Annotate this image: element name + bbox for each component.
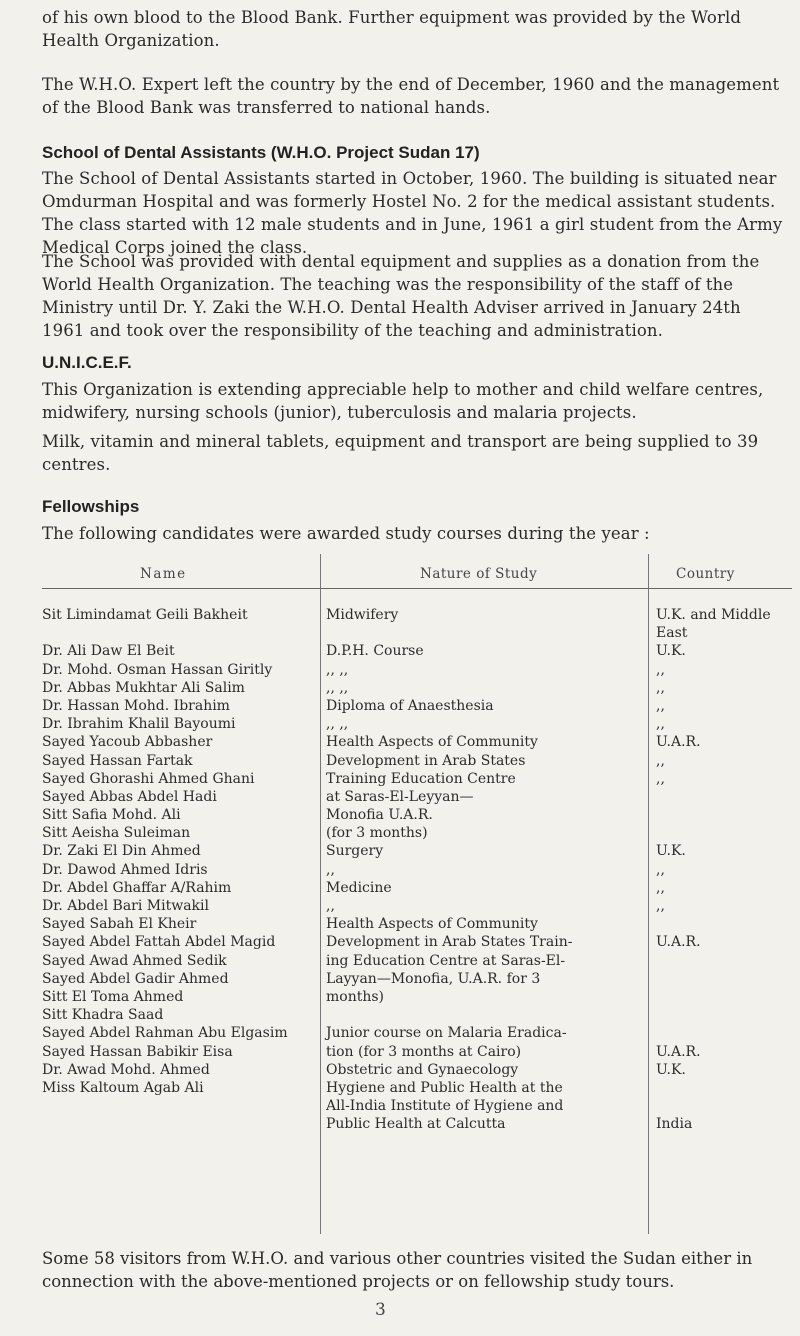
study-row: Layyan—Monofia, U.A.R. for 3 <box>326 970 541 987</box>
name-row: Dr. Hassan Mohd. Ibrahim <box>42 697 230 714</box>
country-row <box>656 824 786 842</box>
name-row: Dr. Mohd. Osman Hassan Giritly <box>42 661 273 678</box>
country-row <box>656 988 786 1006</box>
study-row: Diploma of Anaesthesia <box>326 697 494 714</box>
study-row: Development in Arab States Train- <box>326 934 573 951</box>
column-header-name: Name <box>140 566 187 582</box>
school-paragraph-2: The School was provided with dental equipment and supplies as a donation from the World Health Organization. The teaching was the responsibility of the staff of the Ministry until Dr. Y. Zaki the W.H.O. Dental Health Adviser arrived in January 24th 1961 and took over the responsibility of the teaching and administration. <box>42 252 760 340</box>
name-row: Dr. Abbas Mukhtar Ali Salim <box>42 679 245 696</box>
country-row: ,, <box>656 679 665 696</box>
country-row: U.A.R. <box>656 934 701 951</box>
name-row: Dr. Zaki El Din Ahmed <box>42 843 201 860</box>
study-row: ,, <box>326 861 335 878</box>
country-row: U.K. <box>656 843 686 860</box>
study-row: ,, ,, <box>326 661 349 678</box>
name-row: Sit Limindamat Geili Bakheit <box>42 607 248 623</box>
study-row: D.P.H. Course <box>326 643 424 660</box>
study-row: at Saras-El-Leyyan— <box>326 788 474 805</box>
country-row <box>656 1079 786 1097</box>
country-row <box>656 970 786 988</box>
column-header-country: Country <box>676 566 735 582</box>
name-row: Sayed Ghorashi Ahmed Ghani <box>42 770 255 787</box>
study-row: Junior course on Malaria Eradica- <box>326 1025 567 1042</box>
country-row: U.A.R. <box>656 1043 701 1060</box>
country-row: U.K. <box>656 643 686 660</box>
study-row: (for 3 months) <box>326 825 428 842</box>
name-row: Sayed Yacoub Abbasher <box>42 734 213 751</box>
school-paragraph-1: The School of Dental Assistants started in October, 1960. The building is situated near Omdurman Hospital and was formerly Hostel No. 2 for the medical assistant students. The class started with 12 male students and in June, 1961 a girl student from the Army Medical Corps joined the class. <box>42 169 783 257</box>
name-row: Dr. Abdel Ghaffar A/Rahim <box>42 879 232 896</box>
study-row: Health Aspects of Community <box>326 734 538 751</box>
school-heading: School of Dental Assistants (W.H.O. Project Sudan 17) <box>42 143 480 162</box>
study-row: Development in Arab States <box>326 752 526 769</box>
studies-column <box>326 606 626 1133</box>
country-row: ,, <box>656 752 665 769</box>
study-row: ing Education Centre at Saras-El- <box>326 952 566 969</box>
name-row: Sayed Awad Ahmed Sedik <box>42 952 227 969</box>
country-row <box>656 806 786 824</box>
study-row: All-India Institute of Hygiene and <box>326 1098 564 1115</box>
study-row <box>326 624 626 642</box>
country-row <box>656 915 786 933</box>
study-row <box>326 1006 626 1024</box>
closing-paragraph: Some 58 visitors from W.H.O. and various other countries visited the Sudan either in connection with the above-mentioned projects or on fellowship study tours. <box>42 1249 753 1291</box>
study-row: Training Education Centre <box>326 770 516 787</box>
country-row: ,, <box>656 861 665 878</box>
country-row <box>656 1006 786 1024</box>
name-row: Sayed Hassan Fartak <box>42 752 193 769</box>
name-row: Sayed Sabah El Kheir <box>42 916 197 933</box>
name-row: Dr. Ali Daw El Beit <box>42 643 175 660</box>
study-row: Health Aspects of Community <box>326 916 538 933</box>
country-row: ,, <box>656 697 665 714</box>
country-row: East <box>656 625 688 642</box>
country-row: ,, <box>656 770 665 787</box>
study-row: ,, <box>326 898 335 914</box>
country-row: U.A.R. <box>656 734 701 751</box>
country-row: U.K. <box>656 1061 686 1078</box>
study-row: Surgery <box>326 843 384 860</box>
study-row: Hygiene and Public Health at the <box>326 1079 563 1096</box>
name-row: Dr. Abdel Bari Mitwakil <box>42 898 209 914</box>
name-row: Sayed Abdel Rahman Abu Elgasim <box>42 1025 288 1042</box>
unicef-paragraph-1: This Organization is extending appreciable help to mother and child welfare centres, midwifery, nursing schools (junior), tuberculosis and malaria projects. <box>42 380 764 422</box>
country-row: ,, <box>656 716 665 733</box>
name-row <box>42 624 322 642</box>
name-row: Miss Kaltoum Agab Ali <box>42 1079 204 1096</box>
name-row: Sitt El Toma Ahmed <box>42 988 184 1005</box>
name-row: Sayed Abdel Fattah Abdel Magid <box>42 934 276 951</box>
name-row: Sitt Aeisha Suleiman <box>42 825 191 842</box>
study-row: ,, ,, <box>326 679 349 696</box>
study-row: Monofia U.A.R. <box>326 807 433 824</box>
names-column <box>42 606 322 1097</box>
unicef-heading: U.N.I.C.E.F. <box>42 353 132 372</box>
name-row: Dr. Awad Mohd. Ahmed <box>42 1061 210 1078</box>
study-row: months) <box>326 988 385 1005</box>
country-row: ,, <box>656 879 665 896</box>
name-row: Sayed Abdel Gadir Ahmed <box>42 970 229 987</box>
fellowships-intro: The following candidates were awarded study courses during the year : <box>42 524 650 543</box>
intro-paragraph: of his own blood to the Blood Bank. Further equipment was provided by the World Health Organization. <box>42 8 741 50</box>
country-row: ,, <box>656 898 665 914</box>
column-divider-2 <box>648 554 649 1234</box>
column-header-study: Nature of Study <box>420 566 538 582</box>
country-row: India <box>656 1116 693 1133</box>
unicef-paragraph-2: Milk, vitamin and mineral tablets, equipment and transport are being supplied to 39 centres. <box>42 432 759 474</box>
name-row: Sayed Abbas Abdel Hadi <box>42 788 217 805</box>
country-row <box>656 1097 786 1115</box>
fellowships-heading: Fellowships <box>42 497 140 516</box>
country-row: ,, <box>656 661 665 678</box>
study-row: Public Health at Calcutta <box>326 1116 506 1133</box>
study-row: tion (for 3 months at Cairo) <box>326 1043 522 1060</box>
countries-column <box>656 606 786 1133</box>
blood-bank-paragraph: The W.H.O. Expert left the country by the end of December, 1960 and the management of the Blood Bank was transferred to national hands. <box>42 75 780 117</box>
name-row: Dr. Ibrahim Khalil Bayoumi <box>42 716 236 733</box>
study-row: Medicine <box>326 879 392 896</box>
page-number: 3 <box>375 1300 386 1320</box>
study-row: ,, ,, <box>326 716 349 733</box>
country-row <box>656 952 786 970</box>
name-row: Sitt Safia Mohd. Ali <box>42 807 181 824</box>
country-row: U.K. and Middle <box>656 607 771 623</box>
header-rule <box>42 588 792 589</box>
name-row: Sayed Hassan Babikir Eisa <box>42 1043 233 1060</box>
study-row: Obstetric and Gynaecology <box>326 1061 519 1078</box>
country-row <box>656 788 786 806</box>
name-row: Dr. Dawod Ahmed Idris <box>42 861 208 878</box>
country-row <box>656 1024 786 1042</box>
study-row: Midwifery <box>326 607 399 623</box>
name-row: Sitt Khadra Saad <box>42 1007 164 1024</box>
